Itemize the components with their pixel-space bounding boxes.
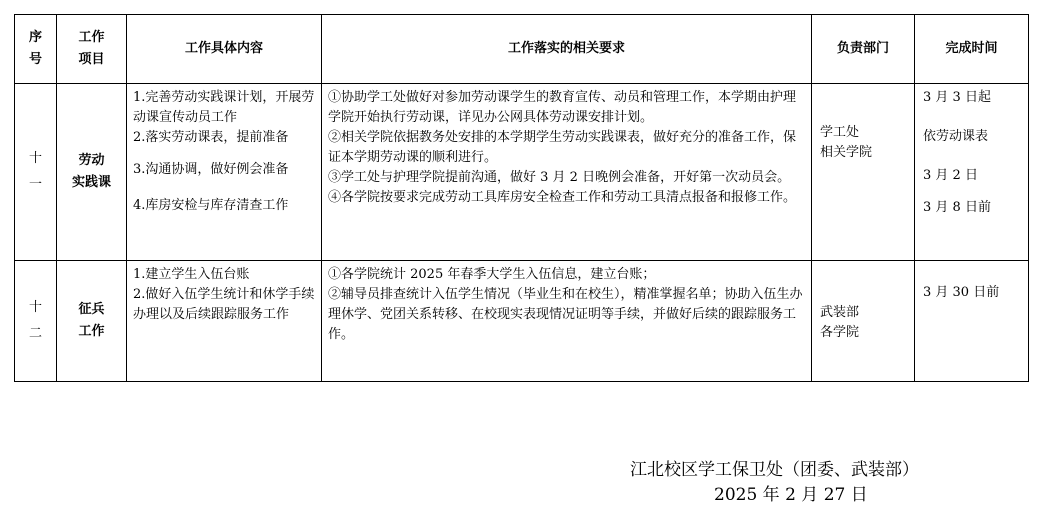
content-item: 4.库房安检与库存清查工作 [133,198,289,213]
row-time [915,84,1029,261]
header-seq [15,15,57,84]
row-seq [15,84,57,261]
row-seq-line1: 十 [28,151,42,166]
row-requirements [322,261,812,382]
requirement-item: ③学工处与护理学院提前沟通，做好 3 月 2 日晚例会准备，开好第一次动员会。 [328,170,791,185]
header-project [57,15,127,84]
header-seq-line1: 序 [28,30,42,45]
row-project-line1: 劳动 [78,153,105,168]
row-seq-line1: 十 [28,300,42,315]
row-content [127,84,322,261]
department-item: 武装部 [820,305,860,320]
row-seq-line2: 一 [28,177,42,192]
table-header-row [15,15,1029,84]
content-item: 2.落实劳动课表，提前准备 [133,130,289,145]
content-item: 3.沟通协调，做好例会准备 [133,162,289,177]
row-project-line2: 实践课 [71,175,111,190]
row-time [915,261,1029,382]
row-seq [15,261,57,382]
time-item: 3 月 2 日 [923,168,978,183]
department-item: 相关学院 [820,145,873,160]
department-item: 各学院 [820,325,860,340]
row-seq-line2: 二 [28,326,42,341]
requirement-item: ①协助学工处做好对参加劳动课学生的教育宣传、动员和管理工作，本学期由护理学院开始执行劳动课，详见办公网具体劳动课安排计划。 [328,90,797,125]
header-project-line2: 项目 [78,52,105,67]
requirement-item: ①各学院统计 2025 年春季大学生入伍信息，建立台账； [328,267,656,282]
time-item: 3 月 8 日前 [923,200,991,215]
signature-block [630,458,919,508]
header-requirements: 工作落实的相关要求 [322,15,812,84]
content-item: 1.建立学生入伍台账 [133,267,250,282]
header-content: 工作具体内容 [127,15,322,84]
row-project [57,84,127,261]
row-department [812,84,915,261]
content-item: 1.完善劳动实践课计划，开展劳动课宣传动员工作 [133,90,315,125]
table-row [15,261,1029,382]
signature-org: 江北校区学工保卫处（团委、武装部） [630,460,919,480]
requirement-item: ②相关学院依据教务处安排的本学期学生劳动实践课表，做好充分的准备工作，保证本学期劳动课的顺利进行。 [328,130,797,165]
time-item: 依劳动课表 [923,129,989,144]
signature-date: 2025 年 2 月 27 日 [714,485,868,505]
row-content [127,261,322,382]
header-seq-line2: 号 [28,52,42,67]
row-project [57,261,127,382]
requirement-item: ④各学院按要求完成劳动工具库房安全检查工作和劳动工具清点报备和报修工作。 [328,190,797,205]
row-project-line1: 征兵 [78,302,105,317]
department-item: 学工处 [820,125,860,140]
row-project-line2: 工作 [78,324,105,339]
header-project-line1: 工作 [78,30,105,45]
row-department [812,261,915,382]
work-plan-table [14,14,1029,382]
table-row [15,84,1029,261]
header-time: 完成时间 [915,15,1029,84]
time-item: 3 月 30 日前 [923,285,1000,300]
time-item: 3 月 3 日起 [923,90,991,105]
header-department: 负责部门 [812,15,915,84]
requirement-item: ②辅导员排查统计入伍学生情况（毕业生和在校生），精准掌握名单；协助入伍生办理休学、党团关系转移、在校现实表现情况证明等手续，并做好后续的跟踪服务工作。 [328,287,803,342]
row-requirements [322,84,812,261]
content-item: 2.做好入伍学生统计和休学手续办理以及后续跟踪服务工作 [133,287,315,322]
